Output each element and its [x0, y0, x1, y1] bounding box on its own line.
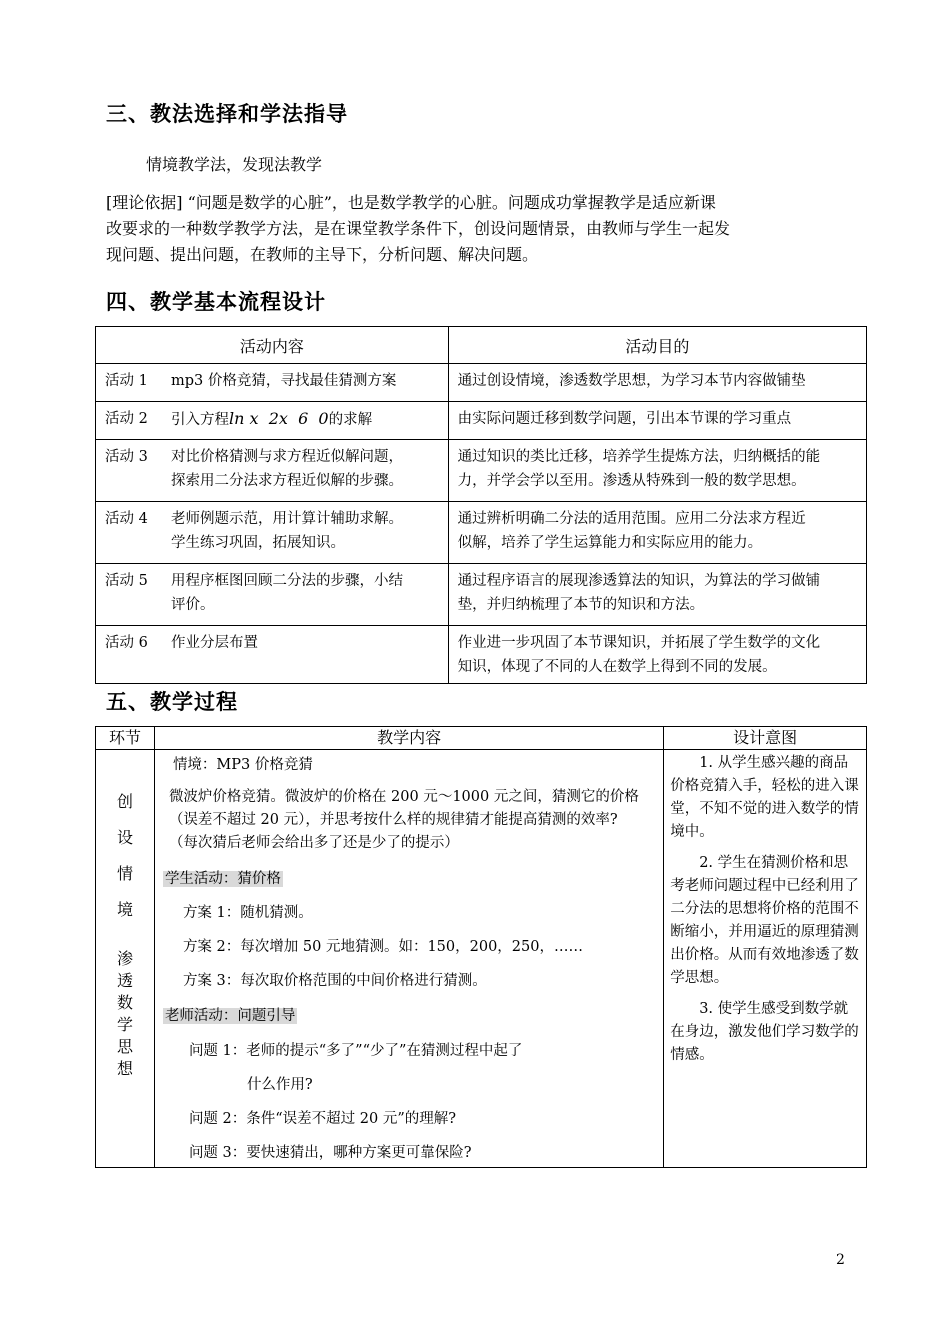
flow-row	[96, 626, 867, 684]
section-5-heading: 五、教学过程	[106, 690, 238, 714]
flow-row	[96, 402, 867, 440]
plan-item: 方案 1：随机猜测。	[182, 905, 313, 921]
activity-content: 老师例题示范，用计算计辅助求解。	[171, 511, 403, 527]
flow-header-content: 活动内容	[96, 327, 449, 364]
student-activity-label: 学生活动：猜价格	[164, 871, 281, 887]
theory-line: [理论依据] “问题是数学的心脏”，也是数学教学的心脏。问题成功掌握教学是适应新课	[106, 193, 716, 212]
activity-content: 评价。	[171, 597, 215, 613]
activity-label: 活动 2	[105, 411, 148, 427]
flow-header-purpose: 活动目的	[448, 327, 866, 364]
page-number: 2	[836, 1252, 845, 1268]
activity-content-suffix: 的求解	[328, 412, 373, 428]
process-table	[95, 726, 867, 1168]
intent-cell	[664, 750, 867, 1168]
intro-line: （误差不超过 20 元），并思考按什么样的规律猜才能提高猜测的效率?	[168, 812, 618, 828]
activity-purpose: 垫，并归纳梳理了本节的知识和方法。	[457, 597, 705, 613]
activity-purpose: 通过知识的类比迁移，培养学生提炼方法，归纳概括的能	[457, 449, 821, 465]
stage-char: 渗	[116, 949, 133, 968]
intent-item: 3. 使学生感受到数学就在身边，激发他们学习数学的情感。	[670, 1001, 859, 1063]
plan-item: 方案 3：每次取价格范围的中间价格进行猜测。	[182, 973, 487, 989]
question-2: 问题 2：条件“误差不超过 20 元”的理解?	[188, 1111, 457, 1127]
stage-char: 想	[116, 1059, 133, 1078]
activity-label: 活动 1	[105, 373, 148, 389]
theory-basis	[106, 190, 730, 268]
process-header-stage: 环节	[96, 727, 155, 750]
activity-label: 活动 6	[105, 635, 148, 651]
process-header-content: 教学内容	[154, 727, 663, 750]
intent-item: 1. 从学生感兴趣的商品价格竞猜入手，轻松的进入课堂，不知不觉的进入数学的情境中。	[670, 755, 859, 840]
stage-char: 设	[116, 828, 133, 847]
equation-formula: ln x 2x 6 0	[229, 409, 329, 428]
flow-row	[96, 502, 867, 564]
question-1: 问题 1：老师的提示“多了”“少了”在猜测过程中起了	[188, 1043, 523, 1059]
stage-cell	[96, 750, 155, 1168]
stage-char: 境	[116, 900, 133, 919]
stage-char: 思	[116, 1037, 133, 1056]
activity-content: 用程序框图回顾二分法的步骤，小结	[171, 573, 403, 589]
plan-item: 方案 2：每次增加 50 元地猜测。如：150，200，250，……	[182, 939, 583, 955]
activity-purpose: 似解，培养了学生运算能力和实际应用的能力。	[457, 535, 763, 551]
stage-char: 创	[116, 792, 133, 811]
stage-char: 学	[116, 1015, 133, 1034]
section-3-heading: 三、教法选择和学法指导	[106, 102, 348, 126]
stage-char: 数	[116, 993, 133, 1012]
process-header-intent: 设计意图	[664, 727, 867, 750]
theory-line: 现问题、提出问题，在教师的主导下，分析问题、解决问题。	[106, 245, 539, 264]
activity-content: 作业分层布置	[171, 635, 258, 651]
activity-content: 引入方程	[171, 412, 229, 428]
teaching-methods: 情境教学法，发现法教学	[146, 155, 323, 174]
intent-item: 2. 学生在猜测价格和思考老师问题过程中已经利用了二分法的思想将价格的范围不断缩小，并用逼近的原理猜测出价格。从而有效地渗透了数学思想。	[670, 855, 859, 986]
activity-label: 活动 3	[105, 449, 148, 465]
flow-row	[96, 564, 867, 626]
activity-purpose: 力，并学会学以至用。渗透从特殊到一般的数学思想。	[457, 473, 806, 489]
intro-line: （每次猜后老师会给出多了还是少了的提示）	[168, 835, 459, 851]
question-3: 问题 3：要快速猜出，哪种方案更可靠保险?	[188, 1145, 472, 1161]
section-4-heading: 四、教学基本流程设计	[106, 290, 326, 314]
flow-table	[95, 326, 867, 684]
activity-content: 探索用二分法求方程近似解的步骤。	[171, 473, 403, 489]
activity-purpose: 作业进一步巩固了本节课知识，并拓展了学生数学的文化	[457, 635, 821, 651]
intro-line: 微波炉价格竞猜。微波炉的价格在 200 元～1000 元之间，猜测它的价格	[168, 789, 639, 805]
activity-purpose: 通过创设情境，渗透数学思想，为学习本节内容做铺垫	[448, 364, 866, 402]
theory-line: 改要求的一种数学教学方法，是在课堂教学条件下，创设问题情景，由教师与学生一起发	[106, 219, 731, 238]
activity-purpose: 通过程序语言的展现渗透算法的知识，为算法的学习做铺	[457, 573, 821, 589]
activity-content: mp3 价格竞猜，寻找最佳猜测方案	[171, 373, 397, 389]
flow-row	[96, 364, 867, 402]
activity-label: 活动 5	[105, 573, 148, 589]
activity-purpose: 知识，体现了不同的人在数学上得到不同的发展。	[457, 659, 777, 675]
stage-char: 透	[116, 971, 133, 990]
activity-label: 活动 4	[105, 511, 148, 527]
stage-char: 情	[116, 864, 133, 883]
situation-title: 情境：MP3 价格竞猜	[172, 757, 313, 773]
activity-purpose: 通过辨析明确二分法的适用范围。应用二分法求方程近	[457, 511, 806, 527]
activity-purpose: 由实际问题迁移到数学问题，引出本节课的学习重点	[448, 402, 866, 440]
activity-content: 对比价格猜测与求方程近似解问题，	[171, 449, 403, 465]
teacher-activity-label: 老师活动：问题引导	[164, 1008, 296, 1024]
content-cell	[154, 750, 663, 1168]
question-1-cont: 什么作用?	[246, 1077, 313, 1093]
flow-row	[96, 440, 867, 502]
activity-content: 学生练习巩固，拓展知识。	[171, 535, 345, 551]
